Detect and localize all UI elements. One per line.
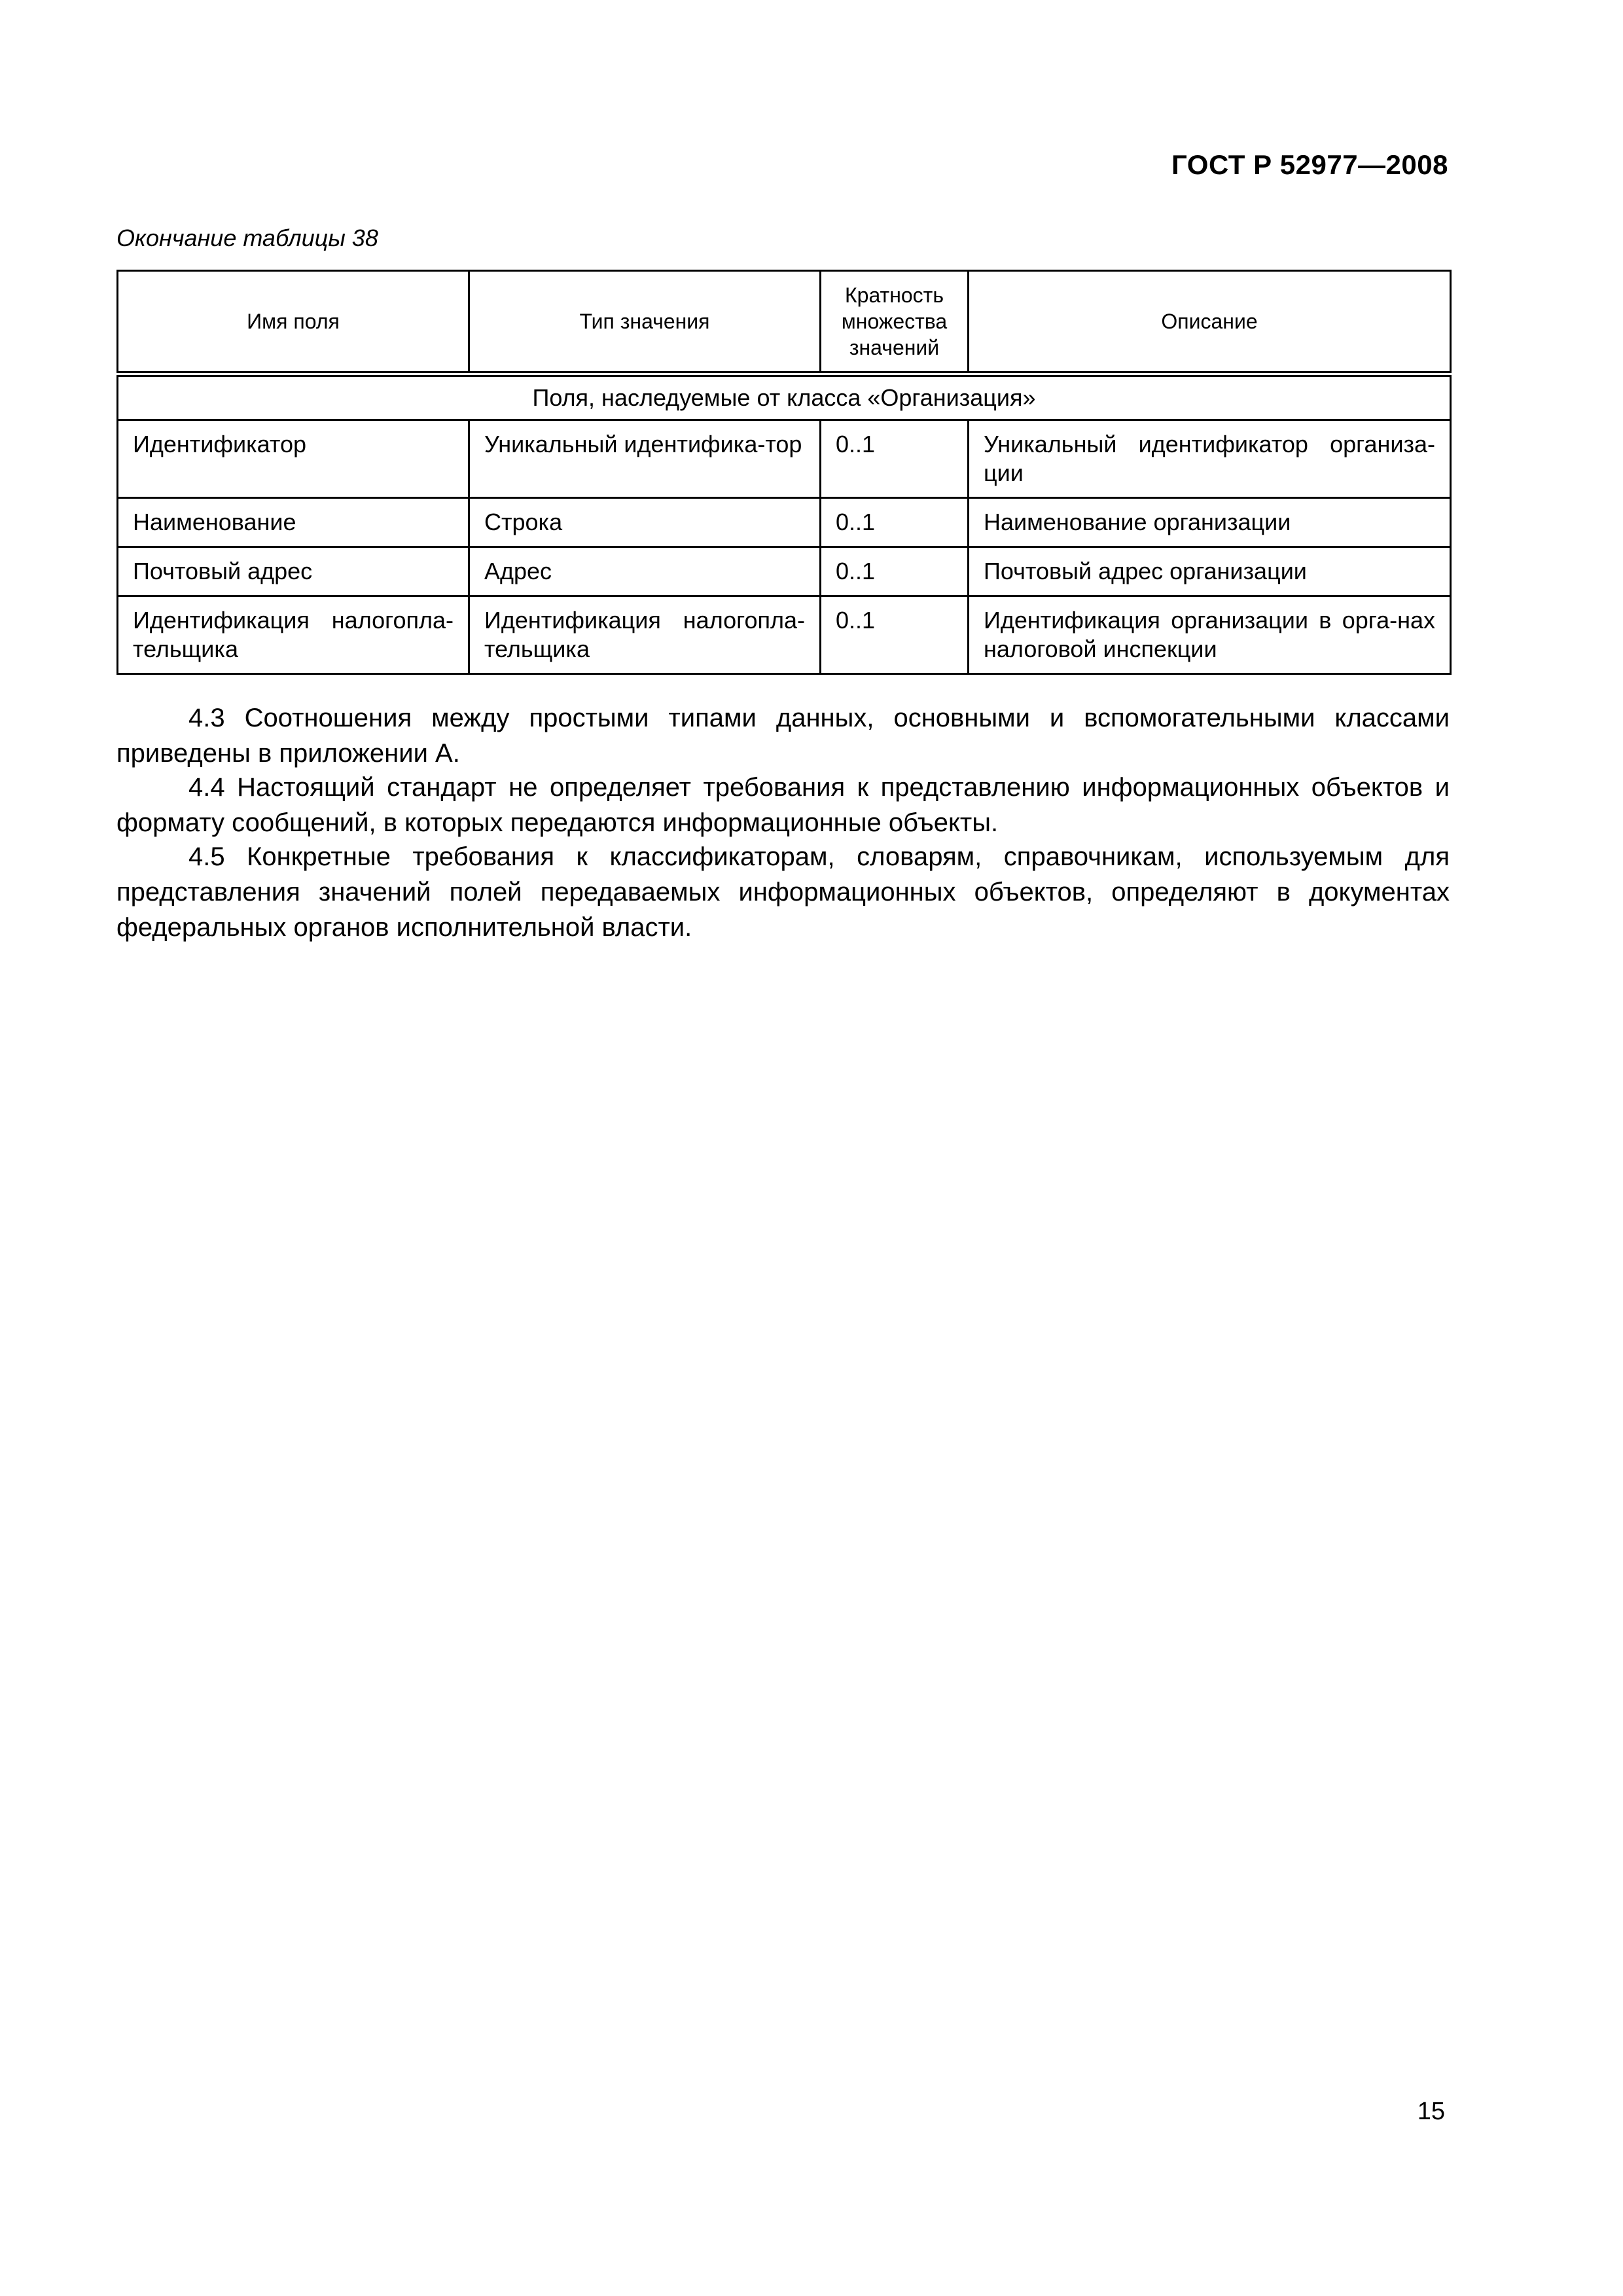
cell-description: Почтовый адрес организации	[969, 547, 1451, 596]
section-title: Поля, наследуемые от класса «Организация»	[118, 374, 1451, 420]
cell-description: Идентификация организации в орга-нах налоговой инспекции	[969, 596, 1451, 674]
column-header-value-type: Тип значения	[469, 271, 821, 374]
column-header-field-name: Имя поля	[118, 271, 469, 374]
cell-value-type: Уникальный идентифика-тор	[469, 420, 821, 498]
column-header-description: Описание	[969, 271, 1451, 374]
cell-field-name: Наименование	[118, 498, 469, 547]
table-caption: Окончание таблицы 38	[116, 224, 378, 251]
cell-field-name: Идентификатор	[118, 420, 469, 498]
table-row	[118, 547, 1451, 596]
column-header-multiplicity: Кратность множества значений	[821, 271, 969, 374]
cell-multiplicity: 0..1	[821, 420, 969, 498]
cell-value-type: Адрес	[469, 547, 821, 596]
cell-multiplicity: 0..1	[821, 498, 969, 547]
table-section-row	[118, 374, 1451, 420]
table-row	[118, 596, 1451, 674]
paragraph-4-5: 4.5 Конкретные требования к классификаторам, словарям, справочникам, используемым для представления значений полей передаваемых информационных объектов, определяют в документах федеральных органов исполнительной власти.	[116, 842, 1450, 942]
cell-field-name: Почтовый адрес	[118, 547, 469, 596]
document-code: ГОСТ Р 52977—2008	[1171, 149, 1448, 180]
table-header-row	[118, 271, 1451, 374]
fields-table	[116, 270, 1452, 675]
cell-multiplicity: 0..1	[821, 547, 969, 596]
cell-value-type: Строка	[469, 498, 821, 547]
paragraph-4-4: 4.4 Настоящий стандарт не определяет требования к представлению информационных объектов и формату сообщений, в которых передаются информационные объекты.	[116, 773, 1450, 837]
cell-description: Наименование организации	[969, 498, 1451, 547]
table-row	[118, 420, 1451, 498]
page-number: 15	[1417, 2098, 1445, 2125]
cell-field-name: Идентификация налогопла-тельщика	[118, 596, 469, 674]
paragraph-4-3: 4.3 Соотношения между простыми типами данных, основными и вспомогательными классами приведены в приложении А.	[116, 704, 1450, 768]
table-row	[118, 498, 1451, 547]
cell-description: Уникальный идентификатор организа-ции	[969, 420, 1451, 498]
cell-multiplicity: 0..1	[821, 596, 969, 674]
cell-value-type: Идентификация налогопла-тельщика	[469, 596, 821, 674]
